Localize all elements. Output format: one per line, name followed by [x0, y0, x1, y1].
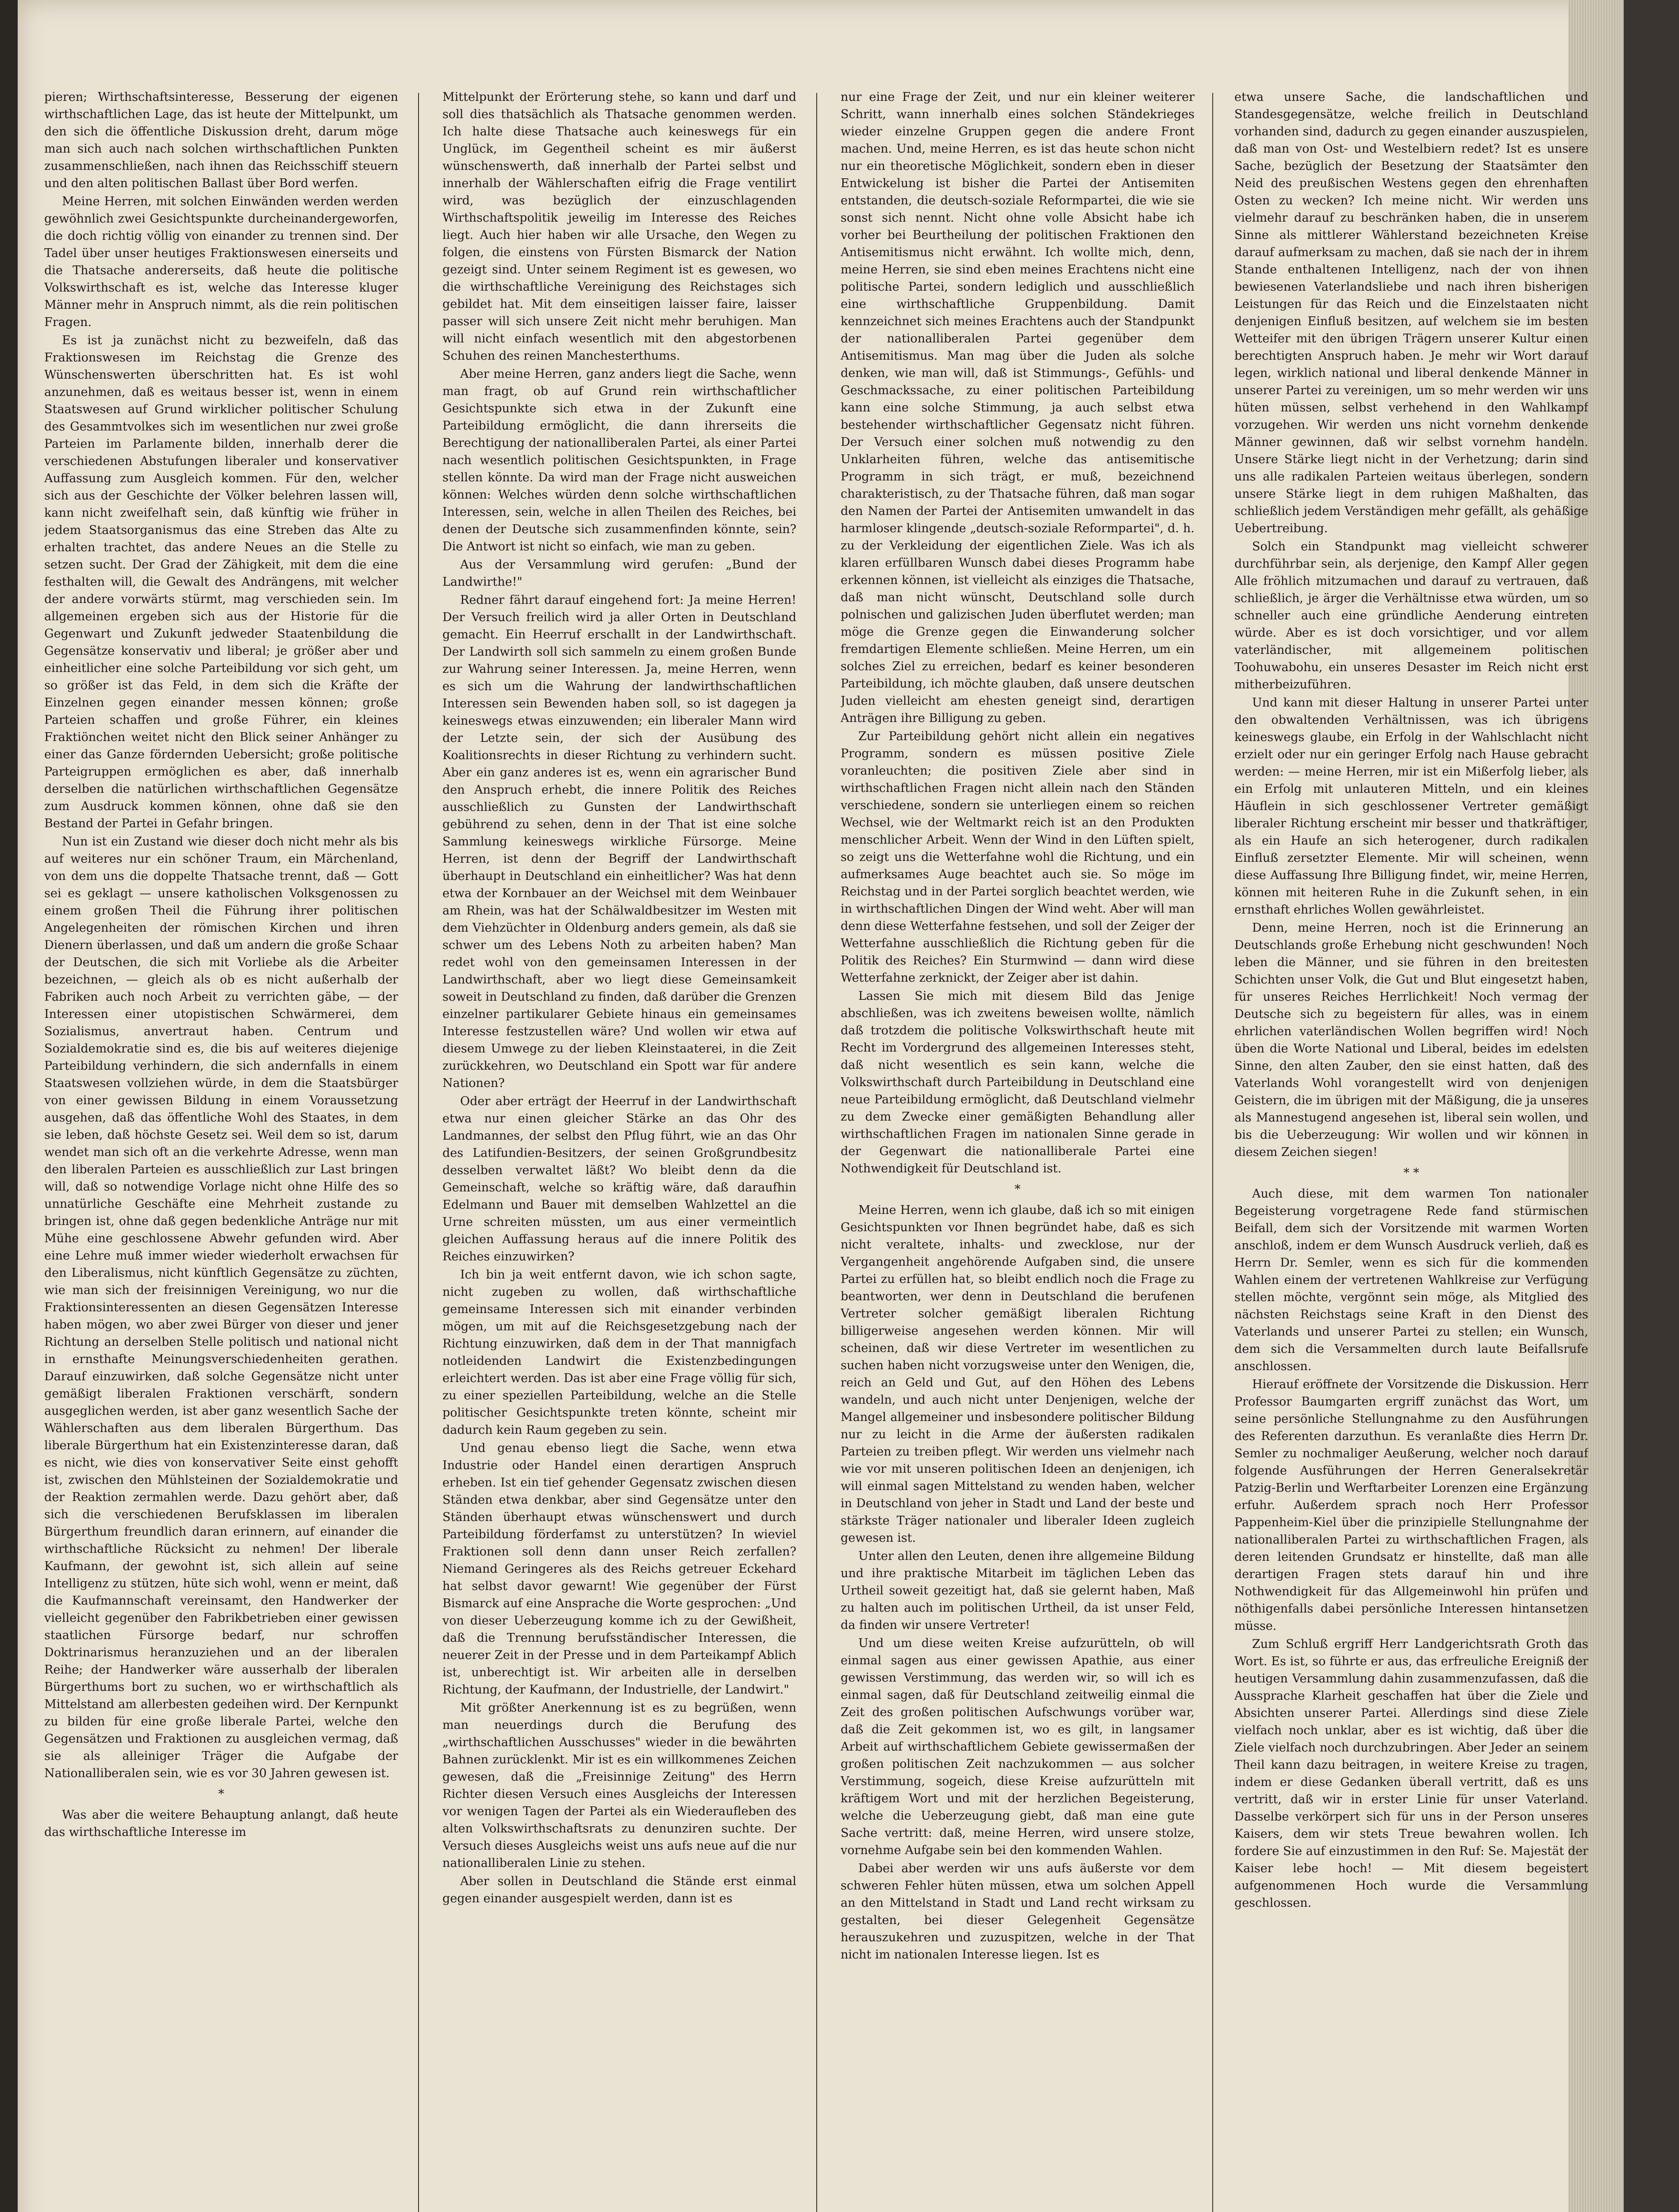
paragraph: Mit größter Anerkennung ist es zu begrüßen, wenn man neuerdings durch die Berufung des „wirthschaftlichen Ausschusses" wieder in die bewährten Bahnen zurücklenkt. Mir ist es ein willkommenes Zeichen gewesen, daß die „Freisinnige Zeitung" des Herrn Richter diesen Versuch eines Ausgleichs der Interessen vor wenigen Tagen der Partei als ein Wiederaufleben des alten Volkswirthschaftsrats zu denunziren suchte. Der Versuch dieses Ausgleichs weist uns aufs neue auf die nur nationalliberalen Linie zu stehen. — [442, 1701, 796, 1870]
paragraph: Denn, meine Herren, noch ist die Erinnerung an Deutschlands große Erhebung nicht geschwunden! Noch leben die Männer, und sie führen in den breitesten Schichten unser Volk, die Gut und Blut eingesetzt haben, für unseres Reiches Herrlichkeit! Noch vermag der Deutsche sich zu begeistern für alles, was in einem ehrlichen vaterländischen Wollen begriffen wird! Noch üben die Worte National und Liberal, beides im edelsten Sinne, den alten Zauber, den sie einst hatten, daß des Vaterlands Wohl vorangestellt wird von denjenigen Geistern, die im übrigen mit der Mäßigung, die ja unseres als Mannestugend angesehen ist, liberal sein wollen, und bis die Ueberzeugung: Wir wollen und wir können in diesem Zeichen siegen! — [1234, 921, 1588, 1159]
paragraph: pieren; Wirthschaftsinteresse, Besserung der eigenen wirthschaftlichen Lage, das ist heute der Mittelpunkt, um den sich die öffentliche Diskussion dreht, darum möge man sich auch nach solchen wirthschaftlichen Punkten zusammenschließen, nach ihnen das Reichsschiff steuern und den alten politischen Ballast über Bord werfen. — [44, 90, 398, 190]
paragraph: nur eine Frage der Zeit, und nur ein kleiner weiterer Schritt, wann innerhalb eines solchen Ständekrieges wieder einzelne Gruppen gegen die andere Front machen. Und, meine Herren, es ist das heute schon nicht nur ein theoretische Möglichkeit, sondern eben in dieser Entwickelung ist bisher die Partei der Antisemiten entstanden, die deutsch-soziale Reformpartei, die wie sie sonst sich nennt. Nicht ohne volle Absicht habe ich vorher bei Beurtheilung der politischen Fraktionen den Antisemitismus nicht erwähnt. Ich wollte mich, denn, meine Herren, sie sind eben meines Erachtens nicht eine politische Partei, sondern lediglich und ausschließlich eine wirthschaftliche Gruppenbildung. Damit kennzeichnet sich meines Erachtens auch der Standpunkt der nationalliberalen Partei gegenüber dem Antisemitismus. Man mag über die Juden als solche denken, wie man will, daß ist Stimmungs-, Gefühls- und Geschmackssache, zu einer politischen Parteibildung kann eine solche Stimmung, ja auch selbst etwa bestehender wirthschaftlicher Gegensatz nicht führen. Der Versuch einer solchen muß notwendig zu den Unklarheiten führen, welche das antisemitische Programm in sich trägt, er muß, bezeichnend charakteristisch, zu der Thatsache führen, daß man sogar den Namen der Partei der Antisemiten umwandelt in das harmloser klingende „deutsch-soziale Reformpartei", d. h. zu der Verkleidung der eigentlichen Ziele. Was ich als klaren erfüllbaren Wunsch dabei dieses Programm habe erkennen können, ist vielleicht als einziges die Thatsache, daß man nicht wünscht, Deutschland solle durch polnischen und galizischen Juden überflutet werden; man möge die Grenze gegen die Einwanderung solcher fremdartigen Elemente schließen. Meine Herren, um ein solches Ziel zu erreichen, bedarf es keiner besonderen Parteibildung, ich möchte glauben, daß unsere deutschen Juden vielleicht am ehesten geneigt sind, derartigen Anträgen ihre Billigung zu geben. — [841, 90, 1195, 725]
paragraph: Mittelpunkt der Erörterung stehe, so kann und darf und soll dies thatsächlich als Thatsache genommen werden. Ich halte diese Thatsache auch keineswegs für ein Unglück, im Gegentheil scheint es mir äußerst wünschenswerth, daß innerhalb der Partei selbst und innerhalb der Wählerschaften eifrig die Frage ventilirt wird, was bezüglich der einzuschlagenden Wirthschaftspolitik jeweilig im Interesse des Reiches liegt. Auch hier haben wir alle Ursache, den Wegen zu folgen, die einstens von Fürsten Bismarck der Nation gezeigt sind. Unter seinem Regiment ist es gewesen, wo die wirthschaftliche Vereinigung des Reichstages sich gebildet hat. Mit dem einseitigen laisser faire, laisser passer will sich unsere Zeit nicht mehr beruhigen. Man will nicht einfach wesentlich mit den abgestorbenen Schuhen des reinen Manchesterthums. — [442, 90, 796, 363]
book-gutter — [0, 0, 18, 2212]
paragraph: Auch diese, mit dem warmen Ton nationaler Begeisterung vorgetragene Rede fand stürmischen Beifall, dem sich der Vorsitzende mit warmen Worten anschloß, indem er dem Wunsch Ausdruck verlieh, daß es Herrn Dr. Semler, wenn es sich für die kommenden Wahlen einem der vertretenen Wahlkreise zur Verfügung stellen möchte, vergönnt sein möge, als Mitglied des nächsten Reichstags seine Kraft in den Dienst des Vaterlands und unserer Partei zu stellen; ein Wunsch, dem sich die Versammelten durch laute Beifallsrufe anschlossen. — [1234, 1187, 1588, 1373]
paragraph: Und genau ebenso liegt die Sache, wenn etwa Industrie oder Handel einen derartigen Anspruch erheben. Ist ein tief gehender Gegensatz zwischen diesen Ständen etwa denkbar, aber sind Gegensätze unter den Ständen überhaupt etwas wünschenswert und durch Parteibildung förderfamst zu unterstützen? In wieviel Fraktionen soll denn dann unser Reich zerfallen? Niemand Geringeres als des Reichs getreuer Eckehard hat selbst davor gewarnt! Wie gegenüber der Fürst Bismarck auf eine Ansprache die Worte gesprochen: „Und von dieser Ueberzeugung komme ich zu der Gewißheit, daß die Trennung berufsständischer Interessen, die neuerer Zeit in der Presse und in dem Parteikampf Ablich ist, unberechtigt ist. Wir arbeiten alle in derselben Richtung, der Kaufmann, der Industrielle, der Landwirt." — [442, 1441, 796, 1697]
paragraph: Aber meine Herren, ganz anders liegt die Sache, wenn man fragt, ob auf Grund rein wirthschaftlicher Gesichtspunkte sich etwa in der Zukunft eine Parteibildung ermöglicht, die dann ihrerseits die Berechtigung der nationalliberalen Partei, als einer Partei nach wesentlich politischen Gesichtspunkten, in Frage stellen könnte. Da wird man der Frage nicht ausweichen können: Welches würden denn solche wirthschaftlichen Interessen, sein, welche in allen Theilen des Reiches, bei denen der Deutsche sich zusammenfinden könnte, sein? Die Antwort ist nicht so einfach, wie man zu geben. — [442, 367, 796, 553]
paragraph: Zum Schluß ergriff Herr Landgerichtsrath Groth das Wort. Es ist, so führte er aus, das erfreuliche Ereigniß der heutigen Versammlung dahin zusammenzufassen, daß die Aussprache Klarheit geschaffen hat über die Ziele und Absichten unserer Partei. Allerdings sind diese Ziele vielfach noch unklar, aber es ist wichtig, daß über die Ziele vielfach noch durchzubringen. Aber Jeder an seinem Theil kann dazu beitragen, in weitere Kreise zu tragen, indem er diese Gedanken überall vertritt, daß es uns vertritt, daß wir in erster Linie für unser Vaterland. Dasselbe verkörpert sich für uns in der Person unseres Kaisers, dem wir stets Treue bewahren wollen. Ich fordere Sie auf einzustimmen in den Ruf: Se. Majestät der Kaiser lebe hoch! — Mit diesem begeistert aufgenommenen Hoch wurde die Versammlung geschlossen. — [1234, 1637, 1588, 1910]
paragraph: Es ist ja zunächst nicht zu bezweifeln, daß das Fraktionswesen im Reichstag die Grenze des Wünschenswerten überschritten hat. Es ist wohl anzunehmen, daß es weitaus besser ist, wenn in einem Staatswesen auf Grund wirklicher politischer Schulung des Gesammtvolkes sich im wesentlichen nur zwei große Parteien im Parlamente bilden, innerhalb derer die verschiedenen Abstufungen liberaler und konservativer Auffassung zum Ausgleich kommen. Für den, welcher sich aus der Geschichte der Völker belehren lassen will, kann nicht zweifelhaft sein, daß künftig wie früher in jedem Staatsorganismus das eine Streben das Alte zu erhalten trachtet, das andere Neues an die Stelle zu setzen sucht. Der Grad der Zähigkeit, mit dem die eine festhalten will, die Gewalt des Andrängens, mit welcher der andere vorwärts stürmt, mag verschieden sein. Im allgemeinen ergeben sich aus der Historie für die Gegenwart und Zukunft jedweder Staatenbildung die Gegensätze konservativ und liberal; je größer aber und einheitlicher eine solche Parteibildung vor sich geht, um so größer ist das Feld, in dem sich die Kräfte der Einzelnen gegen einander messen können; große Parteien schaffen und große Führer, ein kleines Fraktiönchen weitet nicht den Blick seiner Anhänger zu einer das Ganze fördernden Uebersicht; große politische Parteigruppen ermöglichen es aber, daß innerhalb derselben die natürlichen wirthschaftlichen Gegensätze zum Ausdruck kommen können, ohne daß sie den Bestand der Partei in Gefahr bringen. — [44, 334, 398, 830]
paragraph: Meine Herren, mit solchen Einwänden werden werden gewöhnlich zwei Gesichtspunkte durcheinandergeworfen, die doch richtig völlig von einander zu trennen sind. Der Tadel über unser heutiges Fraktionswesen einerseits und die Thatsache andererseits, daß heute die politische Volkswirthschaft es ist, welche das Interesse kluger Männer mehr in Anspruch nimmt, als die rein politischen Fragen. — [44, 195, 398, 329]
text-column-1 — [44, 88, 398, 2212]
paragraph: Redner fährt darauf eingehend fort: Ja meine Herren! Der Versuch freilich wird ja aller Orten in Deutschland gemacht. Ein Heerruf erschallt in der Landwirthschaft. Der Landwirth soll sich sammeln zu einem großen Bunde zur Wahrung seiner Interessen. Ja, meine Herren, wenn es sich um die Wahrung der landwirthschaftlichen Interessen sein Bewenden haben soll, so ist dagegen ja keineswegs etwas einzuwenden; ein liberaler Mann wird der Letzte sein, der sich der Ausübung des Koalitionsrechts in dieser Richtung zu verhindern sucht. Aber ein ganz anderes ist es, wenn ein agrarischer Bund den Anspruch erhebt, die innere Politik des Reiches ausschließlich zu Gunsten der Landwirthschaft gebührend zu sehen, denn in der That ist eine solche Sammlung keineswegs wirkliche Fürsorge. Meine Herren, ist denn der Begriff der Landwirthschaft überhaupt in Deutschland ein einheitlicher? Was hat denn etwa der Kornbauer an der Weichsel mit dem Weinbauer am Rhein, was hat der Schälwaldbesitzer im Westen mit dem Viehzüchter in Oldenburg anders gemein, als daß sie schwer um des Lebens Noth zu arbeiten haben? Man redet wohl von den gemeinsamen Interessen in der Landwirthschaft, aber wo liegt diese Gemeinsamkeit soweit in Deutschland zu finden, daß darüber die Grenzen einzelner partikularer Gebiete hinaus ein gemeinsames Interesse festzustellen wäre? Und wollen wir etwa auf diesem Umwege zu der lieben Kleinstaaterei, in die Zeit zurückkehren, wo Deutschland ein Spott war für andere Nationen? — [442, 593, 796, 1090]
section-divider: * — [218, 1787, 224, 1801]
text-column-4 — [1234, 88, 1588, 2212]
paragraph: Unter allen den Leuten, denen ihre allgemeine Bildung und ihre praktische Mitarbeit im täglichen Leben das Urtheil soweit gezeitigt hat, daß sie gelernt haben, Maß zu halten auch im politischen Urtheil, da ist unser Feld, da finden wir unsere Vertreter! — [841, 1549, 1195, 1632]
paragraph: Oder aber erträgt der Heerruf in der Landwirthschaft etwa nur einen gleicher Stärke an das Ohr des Landmannes, der selbst den Pflug führt, wie an das Ohr des Latifundien-Besitzers, der seinen Großgrundbesitz desselben verwaltet läßt? Wo bleibt denn da die Gemeinschaft, welche so kräftig wäre, daß daraufhin Edelmann und Bauer mit demselben Wahlzettel an die Urne schreiten müssten, um aus einer vermeintlich gleichen Auffassung heraus auf die innere Politik des Reiches einzuwirken? — [442, 1094, 796, 1263]
paragraph: Nun ist ein Zustand wie dieser doch nicht mehr als bis auf weiteres nur ein schöner Traum, ein Märchenland, von dem uns die doppelte Thatsache trennt, daß — Gott sei es geklagt — unsere katholischen Volksgenossen zu einem großen Theil die Führung ihrer politischen Angelegenheiten der römischen Kirchen und ihren Dienern überlassen, und daß um andern die große Schaar der Deutschen, die sich mit Vorliebe als die Arbeiter bezeichnen, — gleich als ob es nicht außerhalb der Fabriken auch noch Arbeit zu verrichten gäbe, — der Interessen einer utopistischen Schwärmerei, dem Sozialismus, anvertraut haben. Centrum und Sozialdemokratie sind es, die bis auf weiteres diejenige Parteibildung verhindern, die sich andernfalls in einem Staatswesen vollziehen würde, in dem die Staatsbürger von einer gewissen Bildung in einem Voraussetzung ausgehen, daß das öffentliche Wohl des Staates, in dem sie leben, daß höchste Gesetz sei. Weil dem so ist, darum wendet man sich oft an die verkehrte Adresse, wenn man den liberalen Parteien es ausschließlich zur Last bringen will, daß so notwendige Vorlage nicht ohne Hilfe des so unnatürliche Geschäfte eine Mehrheit zustande zu bringen ist, ohne daß gegen bedenkliche Anträge nur mit Mühe eine geschlossene Abwehr gefunden wird. Aber eine Lehre muß immer wieder wiederholt erwachsen für den Liberalismus, nicht künftlich Gegensätze zu züchten, wie man sich der freisinnigen Vereinigung, wo nur die Fraktionsinteressenten an diesen Gegensätzen Interesse haben mögen, wo aber zwei Bürger von dieser und jener Richtung an derselben Stelle politisch und national nicht in ernsthafte Meinungsverschiedenheiten gerathen. Darauf einzuwirken, daß solche Gegensätze nicht unter gemäßigt liberalen Fraktionen verschärft, sondern ausgeglichen werden, ist aber ganz wesentlich Sache der Wählerschaften aus dem liberalen Bürgerthum. Das liberale Bürgerthum hat ein Existenzinteresse daran, daß es nicht, wie dies von konservativer Seite einst gehofft ist, zwischen den Mühlsteinen der Sozialdemokratie und der Reaktion zermahlen werde. Dazu gehört aber, daß sich die verschiedenen Berufsklassen im liberalen Bürgerthum freundlich daran erinnern, auf einander die wirthschaftliche Rücksicht zu nehmen! Der liberale Kaufmann, der gewohnt ist, sich allein auf seine Intelligenz zu stützen, hüte sich wohl, wenn er meint, daß die Kaufmannschaft vereinsamt, den Handwerker der vielleicht gegenüber den Fabrikbetrieben einer gewissen staatlichen Fürsorge bedarf, nur schroffen Doktrinarismus heranzuziehen und an der liberalen Reihe; der Handwerker wäre ausserhalb der liberalen Bürgerthums bort zu suchen, wo er wirthschaftlich als Mittelstand am allerbesten gedeihen wird. Der Kernpunkt zu bilden für eine große liberale Partei, welche den Gegensätzen und Fraktionen zu ausgleichen vermag, daß sie als alleiniger Träger die Aufgabe der Nationalliberalen sein, wie es vor 30 Jahren gewesen ist. — [44, 835, 398, 1780]
column-rule — [418, 93, 419, 2212]
paragraph: Solch ein Standpunkt mag vielleicht schwerer durchführbar sein, als derjenige, den Kampf Aller gegen Alle fröhlich mitzumachen und darauf zu vertrauen, daß schließlich, je ärger die Verhältnisse etwa würden, um so schneller auch eine gründliche Aenderung eintreten würde. Aber es ist doch vorsichtiger, und vor allem vaterländischer, mit allgemeinem politischen Toohuwabohu, ein unseres Desaster im Reich nicht erst mitherbeizuführen. — [1234, 540, 1588, 691]
text-column-3 — [841, 88, 1195, 2212]
column-rule — [1212, 93, 1213, 2212]
paragraph: Dabei aber werden wir uns aufs äußerste vor dem schweren Fehler hüten müssen, etwa um solchen Appell an den Mittelstand in Stadt und Land recht wirksam zu gestalten, bei dieser Gelegenheit Gegensätze herauszukehren und zuzuspitzen, welche in der That nicht im nationalen Interesse liegen. Ist es — [841, 1862, 1195, 1962]
section-divider: * — [1014, 1183, 1021, 1196]
paragraph: Aber sollen in Deutschland die Stände erst einmal gegen einander ausgespielt werden, dann ist es — [442, 1874, 796, 1905]
paragraph: Zur Parteibildung gehört nicht allein ein negatives Programm, sondern es müssen positive Ziele voranleuchten; die positiven Ziele aber sind in wirthschaftlichen Fragen nicht allein nach den Ständen verschiedene, sondern sie unterliegen einem so reichen Wechsel, wie der Weltmarkt reich ist an den Produkten menschlicher Arbeit. Wenn der Wind in den Lüften spielt, so zeigt uns die Wetterfahne wohl die Richtung, und ein aufmerksames Auge beachtet auch sie. So möge im Reichstag und in der Partei sorglich beachtet werden, wie in wirthschaftlichen Dingen der Wind weht. Aber will man denn diese Wetterfahne festsehen, und soll der Zeiger der Wetterfahne ausschließlich die Richtung geben für die Politik des Reiches? Ein Sturmwind — dann wird diese Wetterfahne zerknickt, der Zeiger aber ist dahin. — [841, 730, 1195, 985]
paragraph: Ich bin ja weit entfernt davon, wie ich schon sagte, nicht zugeben zu wollen, daß wirthschaftliche gemeinsame Interessen sich mit einander verbinden mögen, um mit auf die Reichsgesetzgebung nach der Richtung einzuwirken, daß dem in der That mannigfach notleidenden Landwirt die Existenzbedingungen erleichtert werden. Das ist aber eine Frage völlig für sich, zu einer speziellen Parteibildung, welche an die Stelle politischer Gesichtspunkte treten könnte, scheint mir dadurch kein Raum gegeben zu sein. — [442, 1268, 796, 1437]
column-rule — [816, 93, 817, 2212]
paragraph: Und kann mit dieser Haltung in unserer Partei unter den obwaltenden Verhältnissen, was ich übrigens keineswegs glaube, ein Erfolg in der Wahlschlacht nicht erzielt oder nur ein geringer Erfolg nach Hause gebracht werden: — meine Herren, mir ist ein Mißerfolg lieber, als ein Erfolg mit unlauteren Mitteln, und ein kleines Häuflein in sich geschlossener Vertreter gemäßigt liberaler Richtung erscheint mir besser und thatkräftiger, als ein Haufe an sich heterogener, durch radikalen Einfluß zersetzter Elemente. Mir will scheinen, wenn diese Auffassung Ihre Billigung findet, wir, meine Herren, können mit heiteren Ruhe in die Zukunft sehen, in ein ernsthaft ehrliches Wollen gewährleistet. — [1234, 696, 1588, 917]
newspaper-page — [18, 0, 1624, 2212]
paragraph: Lassen Sie mich mit diesem Bild das Jenige abschließen, was ich zweitens beweisen wollte, nämlich daß trotzdem die politische Volkswirthschaft heute mit Recht im Vordergrund des allgemeinen Interesses steht, daß nicht wesentlich es sein kann, welche die Volkswirthschaft durch Parteibildung in Deutschland eine neue Parteibildung ermöglicht, daß Deutschland vielmehr zu dem Zwecke einer gemäßigten Behandlung aller wirthschaftlichen Fragen im nationalen Sinne gerade in der Gegenwart die nationalliberale Partei eine Nothwendigkeit für Deutschland ist. — [841, 989, 1195, 1175]
paragraph: Meine Herren, wenn ich glaube, daß ich so mit einigen Gesichtspunkten vor Ihnen begründet habe, daß es sich nicht veraltete, inhalts- und zwecklose, nur der Vergangenheit angehörende Aufgaben sind, die unsere Partei zu erfüllen hat, so bleibt endlich noch die Frage zu beantworten, wer denn in Deutschland die berufenen Vertreter solcher gemäßigt liberalen Richtung billigerweise angesehen werden können. Mir will scheinen, daß wir diese Vertreter im wesentlichen zu suchen haben nicht vorzugsweise unter den Wenigen, die, reich an Geld und Gut, auf den Höhen des Lebens wandeln, und auch nicht unter Denjenigen, welche der Mangel allgemeiner und insbesondere politischer Bildung nur zu leicht in die Arme der äußersten radikalen Parteien zu treiben pflegt. Wir werden uns vielmehr nach wie vor mit unseren politischen Ideen an denjenigen, ich will einmal sagen Mittelstand zu wenden haben, welcher in Deutschland von jeher in Stadt und Land der beste und stärkste Träger nationaler und liberaler Ideen zugleich gewesen ist. — [841, 1203, 1195, 1545]
paragraph: Aus der Versammlung wird gerufen: „Bund der Landwirthe!" — [442, 558, 796, 589]
section-divider: * * — [1403, 1166, 1419, 1180]
text-column-2 — [442, 88, 796, 2212]
paragraph: Was aber die weitere Behauptung anlangt, daß heute das wirthschaftliche Interesse im — [44, 1808, 398, 1839]
paragraph: Und um diese weiten Kreise aufzurütteln, ob will einmal sagen aus einer gewissen Apathie, aus einer gewissen Verstimmung, das werden wir, so will ich es einmal sagen, daß für Deutschland zeitweilig einmal die Zeit des großen politischen Aufschwungs vorüber war, daß die Zeit gekommen ist, wo es gilt, in langsamer Arbeit auf wirthschaftlichem Gebiete gewissermaßen der großen politischen Zeit nachzukommen — aus solcher Verstimmung, sogeich, diese Kreise aufzurütteln mit kräftigem Wort und mit der herzlichen Begeisterung, welche die Ueberzeugung giebt, daß man eine gute Sache vertritt: daß, meine Herren, wird unsere stolze, vornehme Aufgabe sein bei den kommenden Wahlen. — [841, 1636, 1195, 1857]
paragraph: Hierauf eröffnete der Vorsitzende die Diskussion. Herr Professor Baumgarten ergriff zunächst das Wort, um seine persönliche Stellungnahme zu den Ausführungen des Referenten darzuthun. Es veranlaßte dies Herrn Dr. Semler zu nochmaliger Aeußerung, welcher noch darauf folgende Ausführungen der Herren Generalsekretär Patzig-Berlin und Werftarbeiter Lorenzen eine Ergänzung erfuhr. Außerdem sprach noch Herr Professor Pappenheim-Kiel über die prinzipielle Stellungnahme der nationalliberalen Partei zu wirthschaftlichen Fragen, als deren leitenden Grundsatz er hinstellte, daß man alle derartigen Fragen stets darauf hin und ihre Nothwendigkeit für das Allgemeinwohl hin prüfen und nöthigenfalls dabei persönliche Interessen hintansetzen müsse. — [1234, 1378, 1588, 1633]
paragraph: etwa unsere Sache, die landschaftlichen und Standesgegensätze, welche freilich in Deutschland vorhanden sind, dadurch zu gegen einander auszuspielen, daß man von Ost- und Westelbiern redet? Ist es unsere Sache, bezüglich der Besetzung der Staatsämter den Neid des preußischen Westens gegen den ehrenhaften Osten zu wecken? Ich meine nicht. Wir werden uns vielmehr darauf zu beschränken haben, die in unserem Sinne als mittlerer Wählerstand bezeichneten Kreise darauf aufmerksam zu machen, daß sie nach der in ihrem Stande enthaltenen Intelligenz, nach der von ihnen bewiesenen Vaterlandsliebe und nach ihren bisherigen Leistungen für das Reich und die Einzelstaaten nicht denjenigen Einfluß besitzen, auf welchem sie im besten Wetteifer mit den übrigen Trägern unserer Kultur einen berechtigten Anspruch haben. Je mehr wir Wort darauf legen, wirklich national und liberal denkende Männer in unserer Partei zu vereinigen, um so mehr werden wir uns hüten müssen, selbst verhehend in den Wahlkampf vorzugehen. Wir werden uns nicht vornehm denkende Männer gewinnen, daß wir selbst vornehm handeln. Unsere Stärke liegt nicht in der Verhetzung; darin sind uns alle radikalen Parteien weitaus überlegen, sondern unsere Stärke liegt in dem ruhigen Maßhalten, das schließlich jedem Verständigen mehr gefällt, als gehäßige Uebertreibung. — [1234, 90, 1588, 535]
